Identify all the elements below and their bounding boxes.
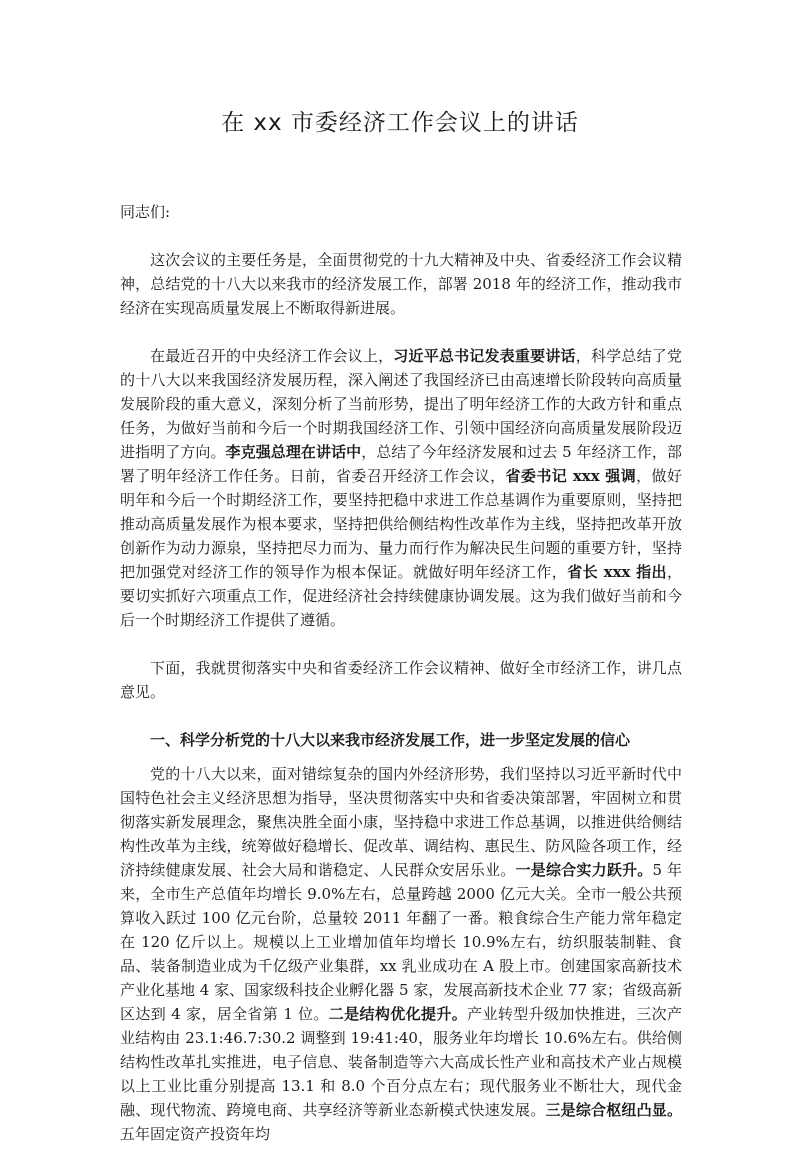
text-run: ，要切实抓好六项重点工作，促进经济社会持续健康协调发展。这为我们做好当前和今后一个时期经济工作提供了遵循。 xyxy=(120,563,682,629)
bold-run: 省长 xxx 指出 xyxy=(567,563,667,581)
page-title: 在 xx 市委经济工作会议上的讲话 xyxy=(221,110,579,136)
text-run: 五年固定资产投资年均 xyxy=(120,1125,271,1143)
salutation: 同志们: xyxy=(120,203,171,221)
text-run: 党的十八大以来，面对错综复杂的国内外经济形势，我们坚持以习近平新时代中国特色社会主义经济思想为指导，坚决贯彻落实中央和省委决策部署，牢固树立和贯彻落实新发展理念，聚焦决胜全面小康，坚持稳中求进工作总基调，以推进供给侧结构性改革为主线，统筹做好稳增长、促改革、调结构、惠民生、防风险各项工作，经济持续健康发展、社会大局和谐稳定、人民群众安居乐业。 xyxy=(120,765,682,879)
text-run: 5 年来，全市生产总值年均增长 9.0%左右，总量跨越 2000 亿元大关。全市一般公共预算收入跃过 100 亿元台阶，总量较 2011 年翻了一番。粮食综合生产能力常年稳定在 120 亿斤以上。规模以上工业增加值年均增长 10.9%左右，纺织服装制鞋、食品、装备制造业成为千亿级产业集群，xx 乳业成功在 A 股上市。创建国家高新技术产业化基地 4 家、国家级科技企业孵化器 5 家，发展高新技术企业 77 家；省级高新区达到 4 家，居全省第 1 位。 xyxy=(120,861,682,1023)
section-heading: 一、科学分析党的十八大以来我市经济发展工作，进一步坚定发展的信心 xyxy=(150,731,631,749)
text-run: ，做好明年和今后一个时期经济工作，要坚持把稳中求进工作总基调作为重要原则，坚持把推动高质量发展作为根本要求，坚持把供给侧结构性改革作为主线，坚持把改革开放创新作为动力源泉，坚持把尽力而为、量力而行作为解决民生问题的重要方针，坚持把加强党对经济工作的领导作为根本保证。就做好明年经济工作， xyxy=(120,467,682,581)
text-run: 产业转型升级加快推进，三次产业结构由 23.1:46.7:30.2 调整到 19:41:40，服务业年均增长 10.6%左右。供给侧结构性改革扎实推进，电子信息、装备制造等六大高成长性产业和高技术产业占规模以上工业比重分别提高 13.1 和 8.0 个百分点左右；现代服务业不断壮大，现代金融、现代物流、跨境电商、共享经济等新业态新模式快速发展。 xyxy=(120,1005,682,1119)
text-run: ，科学总结了党的十八大以来我国经济发展历程，深入阐述了我国经济已由高速增长阶段转向高质量发展阶段的重大意义，深刻分析了当前形势，提出了明年经济工作的大政方针和重点任务，为做好当前和今后一个时期我国经济工作、引领中国经济向高质量发展阶段迈进指明了方向。 xyxy=(120,347,682,461)
bold-run: 省委书记 xxx 强调 xyxy=(505,467,637,485)
paragraph-4 xyxy=(120,762,682,1146)
paragraph-3: 下面，我就贯彻落实中央和省委经济工作会议精神、做好全市经济工作，讲几点意见。 xyxy=(120,659,682,701)
bold-run: 三是综合枢纽凸显。 xyxy=(545,1101,682,1119)
bold-run: 二是结构优化提升。 xyxy=(328,1005,468,1023)
paragraph-1: 这次会议的主要任务是，全面贯彻党的十九大精神及中央、省委经济工作会议精神，总结党的十八大以来我市的经济发展工作，部署 2018 年的经济工作，推动我市经济在实现高质量发展上不断取得新进展。 xyxy=(120,251,682,317)
bold-run: 习近平总书记发表重要讲话 xyxy=(393,347,576,365)
text-run: 在最近召开的中央经济工作会议上， xyxy=(150,347,394,365)
bold-run: 李克强总理在讲话中 xyxy=(225,443,362,461)
paragraph-2 xyxy=(120,344,682,632)
text-run: ，总结了今年经济发展和过去 5 年经济工作，部署了明年经济工作任务。日前，省委召开经济工作会议， xyxy=(120,443,682,485)
bold-run: 一是综合实力跃升。 xyxy=(515,861,653,879)
document-body xyxy=(120,200,682,1170)
